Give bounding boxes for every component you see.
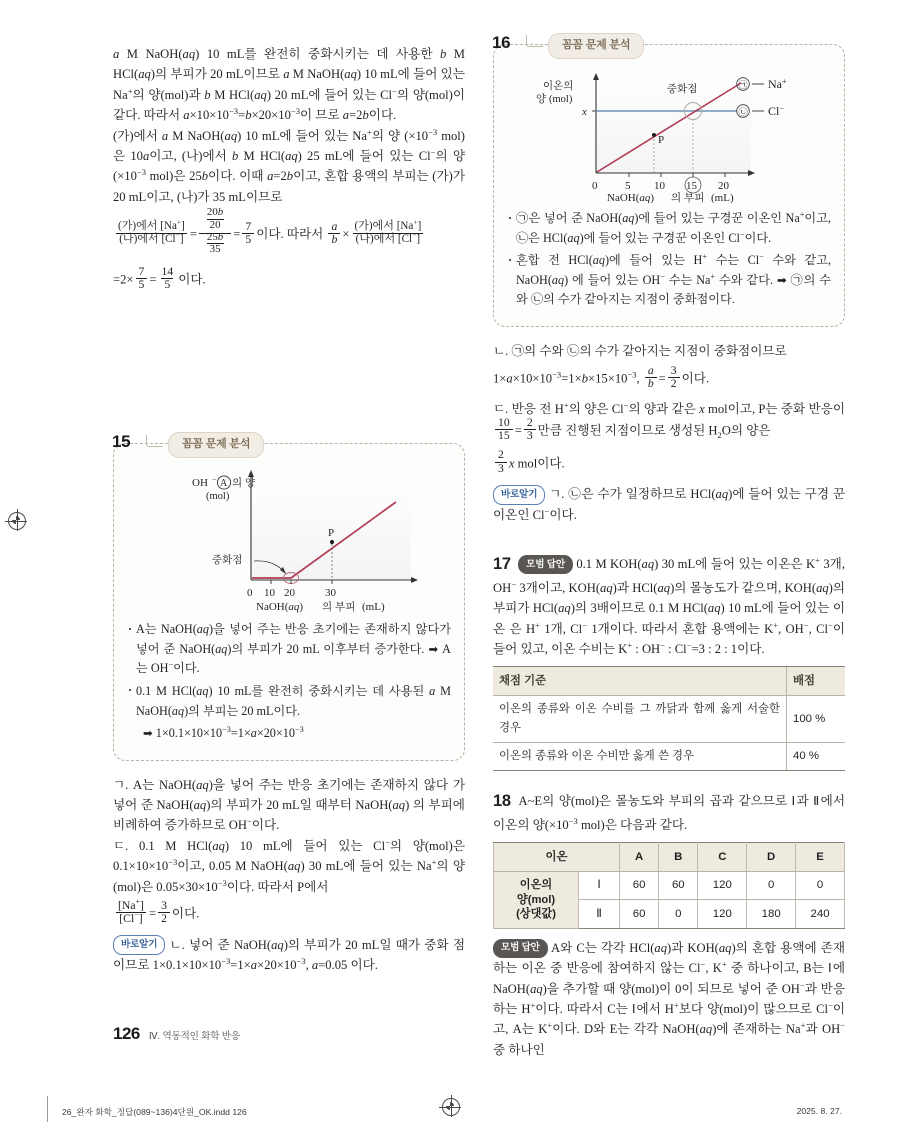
col-header-b: B <box>659 843 698 871</box>
cell-value: 180 <box>747 900 796 928</box>
cell-value: 60 <box>620 900 659 928</box>
barroalgi-tag: 바로알기 <box>113 935 165 955</box>
figure-16-wrapper <box>507 67 831 203</box>
svg-text:A: A <box>220 478 228 490</box>
svg-text:30: 30 <box>325 587 336 600</box>
rubric-col-criteria: 채점 기준 <box>493 667 787 695</box>
svg-text:(mL): (mL) <box>711 192 734 203</box>
problem-number-16: 16 <box>492 33 511 52</box>
svg-text:(mol): (mol) <box>549 94 573 105</box>
col-header-d: D <box>747 843 796 871</box>
paragraph-final-value: =2× $\frac{7}{5}$ = $\frac{14}{5}$ 이다. <box>113 264 206 292</box>
left-column <box>113 44 465 975</box>
rubric-table-17 <box>493 666 845 771</box>
bullet-item: · 0.1 M HCl(aq) 10 mL를 완전히 중화시키는 데 사용된 a M NaOH(aq)의 부피는 20 mL이다. <box>127 682 451 721</box>
problem-number-15: 15 <box>112 432 131 452</box>
cell-value: 120 <box>698 871 747 899</box>
figure-15-chart <box>144 466 434 614</box>
svg-text:5: 5 <box>625 180 631 192</box>
barroalgi-tag: 바로알기 <box>493 485 545 505</box>
svg-text:중화점: 중화점 <box>212 554 243 567</box>
table-header-row <box>493 667 845 695</box>
svg-text:NaOH(aq): NaOH(aq) <box>607 192 655 203</box>
rubric-points-cell: 100 % <box>787 695 846 742</box>
bullet-item: · A는 NaOH(aq)을 넣어 주는 반응 초기에는 존재하지 않다가 넣어 준 NaOH(aq)의 부피가 20 mL 이후부터 증가한다. ➡ A는 OH−이다. <box>127 620 451 679</box>
paragraph-intro: a M NaOH(aq) 10 mL를 완전히 중화시키는 데 사용한 b M HCl(aq)의 부피가 20 mL이므로 a M NaOH(aq) 10 mL에 들어 있는 Na+의 양(mol)과 b M HCl(aq) 20 mL에 들어 있는 Cl−의 양(mol)이 같다. 따라서 $a\times 10\times 10^{-3}=b\times 20\times 10^{-3}$이 므로 a=2b이다. <box>113 47 466 123</box>
paragraph-18: 18 A~E의 양(mol)은 몰농도와 부피의 곱과 같으므로 Ⅰ과 Ⅱ에서 이온의 양($\times 10^{-3}$ mol)은 다음과 같다. <box>493 792 845 832</box>
svg-text:Na+: Na+ <box>768 77 787 91</box>
analysis-bullets-15 <box>127 620 451 743</box>
paragraph-calc: (가)에서 a M NaOH(aq) 10 mL에 들어 있는 Na+의 양 ($\times 10^{-3}$ mol)은 10a이고, (나)에서 b M HCl(aq) 25 mL에 들어 있는 Cl−의 양($\times 10^{-3}$ mol)은 25b이다. 이때 a=2b이고, 혼합 용액의 부피는 (가)가 20 mL이고, (나)가 35 mL이므로 <box>113 126 466 204</box>
footer-divider <box>47 1096 48 1122</box>
paragraph-16-choice-b: ㄴ. ㉠의 수와 ㉡의 수가 같아지는 지점이 중화점이므로 <box>493 343 787 358</box>
paragraph-17: 17 모범 답안 0.1 M KOH(aq) 30 mL에 들어 있는 이온은 K+ 3개, OH− 3개이고, KOH(aq)과 HCl(aq)의 몰농도가 같으며, KOH(aq)의 부피가 HCl(aq)의 3배이므로 0.1 M HCl(aq) 10 mL에 들어 있는 이온 은 H+ 1개, Cl− 1개이다. 따라서 혼합 용액에는 K+, OH−, Cl−이 들어 있고, 이온 수비는 K+ : OH− : Cl−=3 : 2 : 1이다. <box>493 554 846 656</box>
model-answer-tag: 모범 답안 <box>518 555 573 574</box>
analysis-box-15 <box>112 432 465 760</box>
table-corner-label: 이온 <box>494 843 620 871</box>
cell-value: 0 <box>796 871 845 899</box>
row-group-label: 이온의 양(mol) (상댓값) <box>494 871 579 928</box>
row-label-2: Ⅱ <box>579 900 620 928</box>
svg-text:P: P <box>328 527 335 540</box>
rubric-criteria-cell: 이온의 종류와 이온 수비만 옳게 쓴 경우 <box>493 742 787 770</box>
rubric-points-cell: 40 % <box>787 742 846 770</box>
paragraph-15-choice-c: ㄷ. 0.1 M HCl(aq) 10 mL에 들어 있는 Cl−의 양(mol)은 $0.1\times 10\times 10^{-3}$이고, 0.05 M NaOH(aq) 30 mL에 들어 있는 Na+의 양(mol)은 $0.05\times 30\times 10^{-3}$이다. 따라서 P에서 <box>113 836 466 894</box>
bullet-item: · ㉠은 넣어 준 NaOH(aq)에 들어 있는 구경꾼 이온인 Na+이고, ㉡은 HCl(aq)에 들어 있는 구경꾼 이온인 Cl−이다. <box>507 209 831 248</box>
svg-text:Cl−: Cl− <box>768 104 784 118</box>
analysis-header-15 <box>146 432 264 458</box>
cell-value: 0 <box>659 900 698 928</box>
connector-line-icon <box>146 435 163 447</box>
svg-text:의 양: 의 양 <box>232 477 256 490</box>
figure-15-wrapper <box>127 466 451 614</box>
paragraph-16-answer: $\frac{2}{3}$ x mol이다. <box>493 452 845 478</box>
svg-text:(mL): (mL) <box>362 601 385 614</box>
svg-text:0: 0 <box>247 587 253 600</box>
print-date: 2025. 8. 27. <box>796 1106 842 1116</box>
analysis-badge-15: 꼼꼼 문제 분석 <box>168 432 264 458</box>
registration-mark-icon <box>8 512 26 530</box>
row-label-1: Ⅰ <box>579 871 620 899</box>
table-row <box>493 742 845 770</box>
cell-value: 120 <box>698 900 747 928</box>
svg-text:x: x <box>582 106 587 118</box>
svg-text:NaOH(aq): NaOH(aq) <box>256 601 304 614</box>
col-header-e: E <box>796 843 845 871</box>
rubric-criteria-cell: 이온의 종류와 이온 수비를 그 까닭과 함께 옳게 서술한 경우 <box>493 695 787 742</box>
col-header-c: C <box>698 843 747 871</box>
right-column <box>492 33 846 1060</box>
svg-text:㉠: ㉠ <box>738 80 748 90</box>
paragraph-fraction-result: $\frac{(가)에서 [Na^+]}{(나)에서 [Cl^-]}$ = $\frac{\frac{20b}{20}}{\frac{25b}{35}}$ = $\frac{7}{5}$ 이다. 따라서 $\frac{a}{b}$ × $\frac{(가)에서 [Na^+]}{(나)에서 [Cl^-]}$ <box>113 211 465 260</box>
rubric-col-points: 배점 <box>787 667 846 695</box>
svg-text:OH: OH <box>192 477 208 490</box>
table-row <box>493 695 845 742</box>
cell-value: 60 <box>659 871 698 899</box>
table-row <box>494 871 845 899</box>
svg-text:이온의: 이온의 <box>543 80 574 92</box>
problem-number-17: 17 <box>493 555 511 574</box>
svg-text:0: 0 <box>592 180 598 192</box>
svg-text:중화점: 중화점 <box>667 83 698 95</box>
analysis-bullets-16 <box>507 209 831 310</box>
svg-text:P: P <box>658 134 665 146</box>
paragraph-16-barroalgi: 바로알기 ㄱ. ㉡은 수가 일정하므로 HCl(aq)에 들어 있는 구경 꾼 이온인 Cl−이다. <box>493 484 845 525</box>
paragraph-18-answer: 모범 답안 A와 C는 각각 HCl(aq)과 KOH(aq)의 혼합 용액에 존재하는 이온 중 반응에 참여하지 않는 Cl−, K+ 중 하나이고, B는 Ⅰ에 NaOH(aq)을 추가할 때 양(mol)이 0이 되므로 넣어 준 OH−과 반응하는 H+이다. 따라서 C는 Ⅰ에서 H+보다 양(mol)이 많으므로 Cl−이고, A는 K+이다. D와 E는 각각 NaOH(aq)에 존재하는 Na+과 OH− 중 하나인 <box>493 940 845 1057</box>
table-header-row <box>494 843 845 871</box>
analysis-box-16 <box>492 33 845 327</box>
svg-text:의 부피: 의 부피 <box>671 192 705 203</box>
paragraph-15-barroalgi: 바로알기 ㄴ. 넣어 준 NaOH(aq)의 부피가 20 mL일 때가 중화 점이므로 $1\times 0.1\times 10\times 10^{-3}=1\times a\times 20\times 10^{-3}$, a=0.05 이다. <box>113 935 465 976</box>
chapter-title: Ⅳ. 역동적인 화학 반응 <box>148 1031 240 1042</box>
svg-text:15: 15 <box>686 180 697 192</box>
print-filename: 26_완자 화학_정답(089~136)4단원_OK.indd 126 <box>62 1107 247 1117</box>
svg-text:−: − <box>212 475 217 485</box>
analysis-badge-16: 꼼꼼 문제 분석 <box>548 33 644 59</box>
cell-value: 0 <box>747 871 796 899</box>
page-number: 126 <box>113 1024 140 1043</box>
svg-text:의 부피: 의 부피 <box>322 601 356 614</box>
cell-value: 240 <box>796 900 845 928</box>
paragraph-15-choice-a: ㄱ. A는 NaOH(aq)을 넣어 주는 반응 초기에는 존재하지 않다 가 넣어 준 NaOH(aq)의 부피가 20 mL일 때부터 NaOH(aq) 의 부피에 비례하여 증가하므로 OH−이다. <box>113 777 465 833</box>
cell-value: 60 <box>620 871 659 899</box>
col-header-a: A <box>620 843 659 871</box>
registration-mark-icon <box>442 1098 460 1116</box>
svg-text:양: 양 <box>536 93 547 105</box>
analysis-header-16 <box>526 33 644 59</box>
svg-text:(mol): (mol) <box>206 491 230 503</box>
svg-text:20: 20 <box>718 180 729 192</box>
bullet-item: · 혼합 전 HCl(aq)에 들어 있는 H+ 수는 Cl− 수와 같고, NaOH(aq) 에 들어 있는 OH− 수는 Na+ 수와 같다. ➡ ㉠의 수와 ㉡의 수가 같아지는 지점이 중화점이다. <box>507 251 831 310</box>
model-answer-tag: 모범 답안 <box>493 939 548 958</box>
svg-text:10: 10 <box>654 180 665 192</box>
paragraph-15-ratio: $\frac{[Na^+]}{[Cl^-]}$ = $\frac{3}{2}$ 이다. <box>118 896 200 926</box>
page-footer <box>113 1024 240 1044</box>
connector-line-icon <box>526 35 543 47</box>
paragraph-16-choice-c: ㄷ. 반응 전 H+의 양은 Cl−의 양과 같은 x mol이고, P는 중화 반응이 $\frac{10}{15}$ = $\frac{2}{3}$ 만큼 진행된 지점이므로 생성된 $H_2O$의 양은 <box>493 399 845 443</box>
svg-text:10: 10 <box>264 587 275 600</box>
ion-amount-table-18 <box>493 842 845 928</box>
svg-text:㉡: ㉡ <box>738 107 748 117</box>
paragraph-16-equation: $1\times a\times 10\times 10^{-3}=1\times b\times 15\times 10^{-3}$, $\frac{a}{b}$ = $\frac{3}{2}$ 이다. <box>493 363 710 391</box>
problem-number-18: 18 <box>493 792 511 811</box>
bullet-item-equation: ➡ $1\times 0.1\times 10\times 10^{-3}=1\times a\times 20\times 10^{-3}$ <box>143 724 304 741</box>
figure-16-chart <box>519 67 819 203</box>
svg-text:20: 20 <box>284 587 295 600</box>
